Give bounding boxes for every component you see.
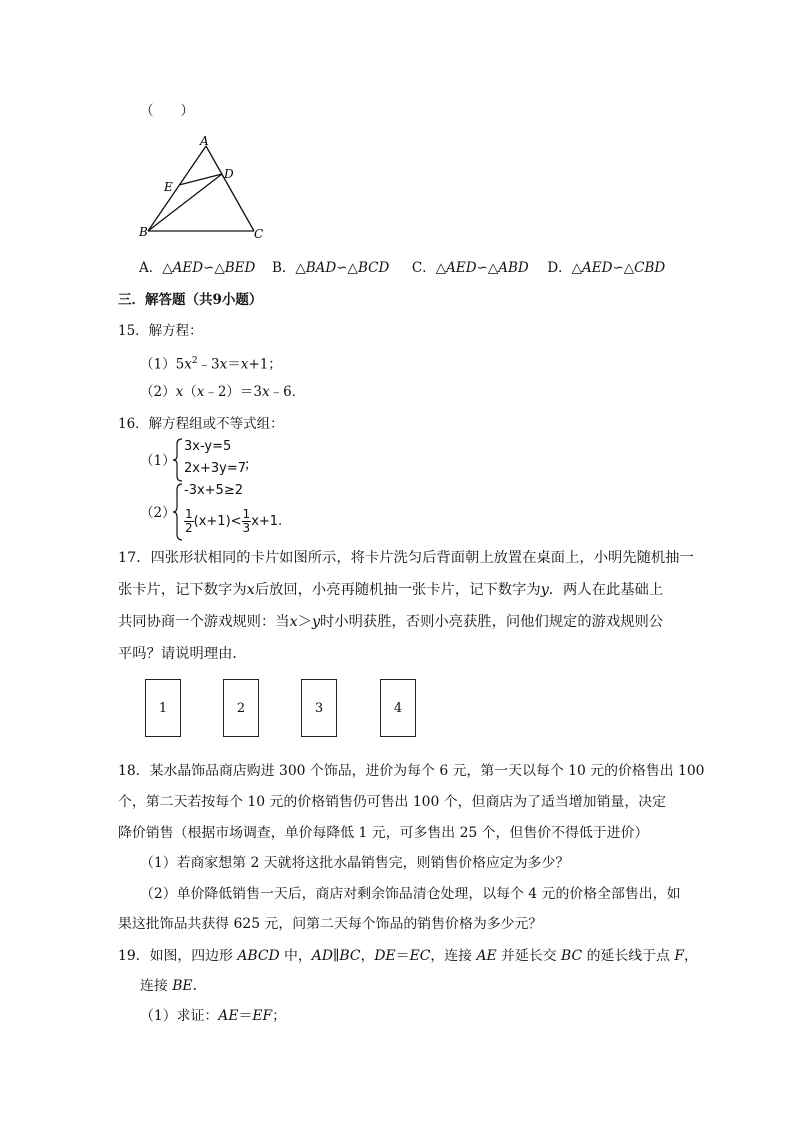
q14-options bbox=[139, 258, 665, 278]
q18-part1: （1）若商家想第 2 天就将这批水晶销售完，则销售价格应定为多少？ bbox=[140, 855, 570, 871]
q15-part2: （2）x（x﹣2）＝3x﹣6． bbox=[140, 384, 306, 400]
q16-part1-brace bbox=[173, 438, 183, 482]
vertex-label-d: D bbox=[224, 167, 234, 181]
q19-line1: 19．如图，四边形 ABCD 中，AD∥BC，DE＝EC，连接 AE 并延长交 BC 的延长线于点 F， bbox=[118, 948, 698, 964]
vertex-label-b: B bbox=[139, 225, 148, 239]
q19-line2: 连接 BE． bbox=[140, 978, 207, 994]
fraction-third: $\frac{1}{3}$ bbox=[242, 507, 251, 535]
option-b[interactable]: B．△BAD∽△BCD bbox=[271, 260, 390, 276]
q18-line3: 降价销售（根据市场调查，单价每降低 1 元，可多售出 25 个，但售价不得低于进价） bbox=[118, 825, 649, 841]
card-2: 2 bbox=[223, 679, 259, 737]
q17-line3: 共同协商一个游戏规则：当x＞y时小明获胜，否则小亮获胜，问他们规定的游戏规则公 bbox=[118, 614, 664, 630]
q16-part2-ineq1: -3x+5≥2 bbox=[184, 483, 243, 498]
q18-line1: 18．某水晶饰品商店购进 300 个饰品，进价为每个 6 元，第一天以每个 10 元的价格售出 100 bbox=[118, 763, 705, 779]
q16-stem: 16．解方程组或不等式组： bbox=[118, 416, 284, 432]
q18-line2: 个，第二天若按每个 10 元的价格销售仍可售出 100 个，但商店为了适当增加销量，决定 bbox=[118, 794, 667, 810]
option-a[interactable]: A．△AED∽△BED bbox=[139, 260, 256, 276]
option-c[interactable]: C．△AED∽△ABD bbox=[411, 260, 529, 276]
option-d[interactable]: D．△AED∽△CBD bbox=[547, 260, 666, 276]
q16-part1-label: （1） bbox=[140, 453, 176, 469]
q16-part2-ineq2: $\frac{1}{2}$ (x+1)< $\frac{1}{3}$ x+1 . bbox=[185, 507, 283, 535]
q16-part1-end: ； bbox=[244, 457, 258, 473]
card-3: 3 bbox=[301, 679, 337, 737]
triangle-figure bbox=[136, 132, 270, 242]
q16-part2-brace bbox=[173, 483, 183, 541]
q17-line2: 张卡片，记下数字为x后放回，小亮再随机抽一张卡片，记下数字为y．两人在此基础上 bbox=[118, 582, 664, 598]
q15-part1: $(1)5x^2﹣3x=x+1$； bbox=[140, 356, 282, 373]
q17-line4: 平吗？请说明理由． bbox=[118, 646, 247, 662]
card-1: 1 bbox=[145, 679, 181, 737]
q17-line1: 17．四张形状相同的卡片如图所示，将卡片洗匀后背面朝上放置在桌面上，小明先随机抽一 bbox=[118, 550, 694, 566]
q19-part1: （1）求证：AE＝EF； bbox=[140, 1008, 287, 1024]
vertex-label-e: E bbox=[164, 180, 173, 194]
q16-part1-eq1: 3x-y=5 bbox=[184, 439, 232, 454]
q16-part2-label: （2） bbox=[140, 505, 176, 521]
vertex-label-c: C bbox=[254, 227, 264, 241]
section-title: 三．解答题（共9小题） bbox=[118, 292, 263, 308]
q14-answer-paren: （ ） bbox=[140, 103, 194, 119]
vertex-label-a: A bbox=[200, 134, 209, 148]
q18-part2-line2: 果这批饰品共获得 625 元，问第二天每个饰品的销售价格为多少元？ bbox=[118, 916, 543, 932]
q16-part1-eq2: 2x+3y=7 bbox=[184, 461, 246, 476]
card-4: 4 bbox=[380, 679, 416, 737]
q18-part2-line1: （2）单价降低销售一天后，商店对剩余饰品清仓处理，以每个 4 元的价格全部售出，如 bbox=[140, 886, 681, 902]
q15-stem: 15．解方程： bbox=[118, 323, 203, 339]
fraction-half: $\frac{1}{2}$ bbox=[185, 507, 193, 535]
